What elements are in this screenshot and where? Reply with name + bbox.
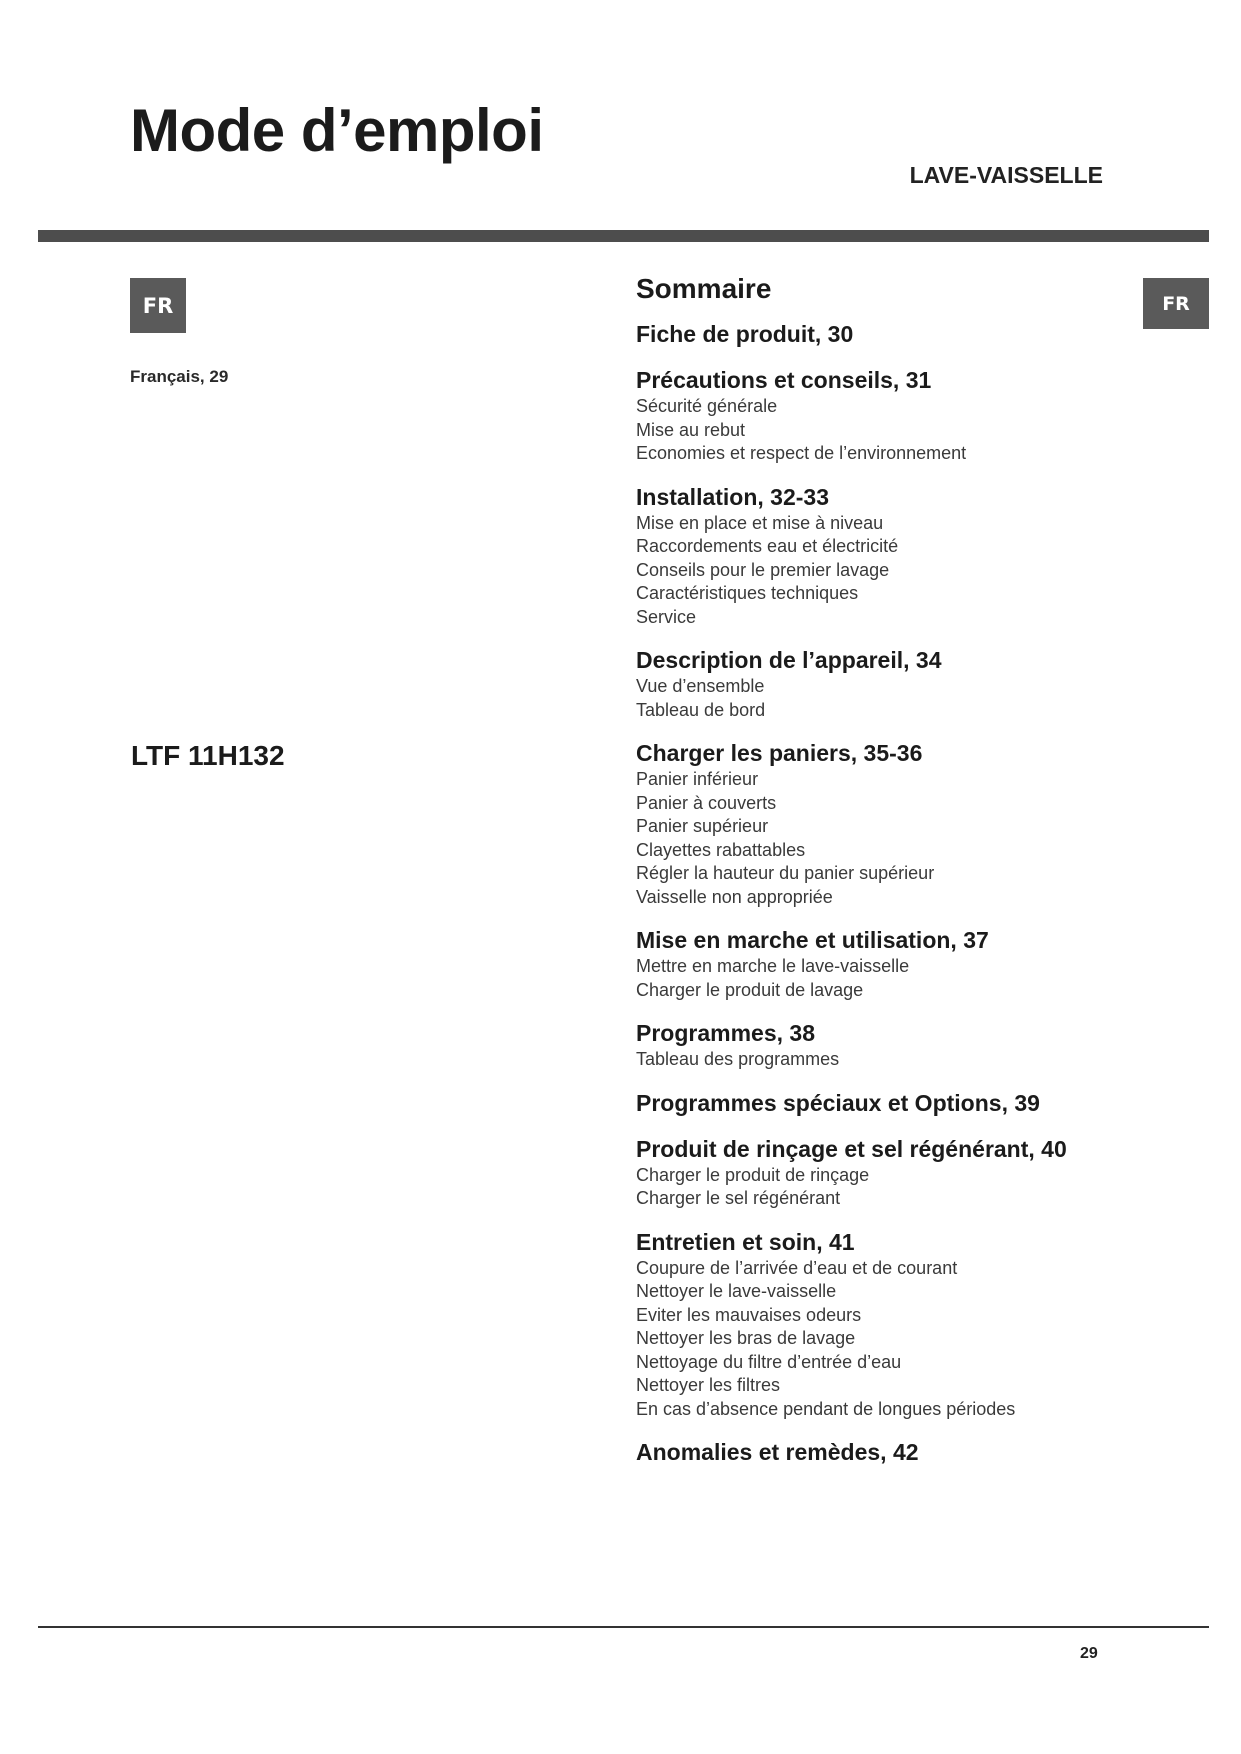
toc-subsection: Mise en place et mise à niveau	[636, 512, 884, 533]
toc-subsection: Coupure de l’arrivée d’eau et de courant	[636, 1257, 958, 1278]
top-divider	[38, 230, 1209, 242]
toc-subsection: Panier inférieur	[636, 769, 759, 789]
page-title: Mode d’emploi	[130, 97, 544, 164]
model-number: LTF 11H132	[131, 740, 285, 771]
toc-subsection: Caractéristiques techniques	[636, 583, 859, 603]
toc-subsection: Charger le produit de rinçage	[636, 1164, 870, 1185]
language-badge-left: FR	[130, 278, 186, 333]
page-number: 29	[1080, 1645, 1098, 1662]
toc-subsection: Régler la hauteur du panier supérieur	[636, 863, 935, 883]
toc-section	[636, 1437, 1196, 1467]
toc-section	[636, 365, 1196, 466]
toc-subsection: Conseils pour le premier lavage	[636, 559, 890, 580]
toc-subsection: Eviter les mauvaises odeurs	[636, 1304, 862, 1325]
toc-section-title: Précautions et conseils, 31	[636, 367, 932, 393]
toc-subsection: Economies et respect de l’environnement	[636, 443, 967, 463]
toc-subsection: Charger le sel régénérant	[636, 1188, 841, 1208]
toc-subsection: Vaisselle non appropriée	[636, 886, 833, 907]
toc-subsection: Clayettes rabattables	[636, 839, 806, 860]
toc-section	[636, 1088, 1196, 1118]
toc-sections	[636, 319, 1196, 1467]
toc-section-title: Programmes, 38	[636, 1020, 815, 1046]
toc-section	[636, 925, 1196, 1002]
toc-section-title: Entretien et soin, 41	[636, 1228, 855, 1255]
toc-section-title: Produit de rinçage et sel régénérant, 40	[636, 1135, 1067, 1162]
toc-subsection: Mettre en marche le lave-vaisselle	[636, 956, 910, 976]
bottom-divider	[38, 1626, 1209, 1628]
toc-subsection: Nettoyer les filtres	[636, 1375, 781, 1395]
toc-subsection: Panier supérieur	[636, 816, 769, 836]
table-of-contents	[636, 273, 1196, 1483]
toc-section-title: Description de l’appareil, 34	[636, 647, 942, 673]
toc-subsection: Service	[636, 606, 697, 627]
toc-subsection: Raccordements eau et électricité	[636, 536, 899, 556]
toc-section	[636, 738, 1196, 909]
toc-heading: Sommaire	[636, 273, 772, 304]
toc-subsection: Charger le produit de lavage	[636, 979, 864, 1000]
toc-subsection: Panier à couverts	[636, 792, 777, 813]
toc-section-title: Mise en marche et utilisation, 37	[636, 927, 989, 953]
toc-subsection: Mise au rebut	[636, 419, 746, 440]
toc-subsection: Sécurité générale	[636, 396, 778, 416]
toc-section-title: Charger les paniers, 35-36	[636, 740, 923, 766]
toc-subsection: Tableau de bord	[636, 699, 766, 720]
toc-subsection: Nettoyer les bras de lavage	[636, 1328, 856, 1348]
toc-section-title: Fiche de produit, 30	[636, 321, 854, 347]
toc-section-title: Anomalies et remèdes, 42	[636, 1439, 919, 1465]
toc-subsection: Tableau des programmes	[636, 1049, 840, 1069]
toc-section	[636, 1227, 1196, 1422]
toc-section-title: Installation, 32-33	[636, 483, 830, 510]
toc-subsection: Nettoyer le lave-vaisselle	[636, 1281, 837, 1301]
toc-section	[636, 482, 1196, 630]
toc-subsection: En cas d’absence pendant de longues périodes	[636, 1398, 1016, 1419]
toc-subsection: Nettoyage du filtre d’entrée d’eau	[636, 1351, 902, 1372]
language-badge-right: FR	[1143, 278, 1209, 329]
toc-section	[636, 645, 1196, 722]
language-index: Français, 29	[130, 367, 229, 386]
toc-section	[636, 1018, 1196, 1072]
toc-section	[636, 319, 1196, 349]
product-type-label: LAVE-VAISSELLE	[909, 162, 1103, 188]
toc-section	[636, 1134, 1196, 1211]
toc-subsection: Vue d’ensemble	[636, 676, 765, 696]
toc-section-title: Programmes spéciaux et Options, 39	[636, 1089, 1040, 1116]
